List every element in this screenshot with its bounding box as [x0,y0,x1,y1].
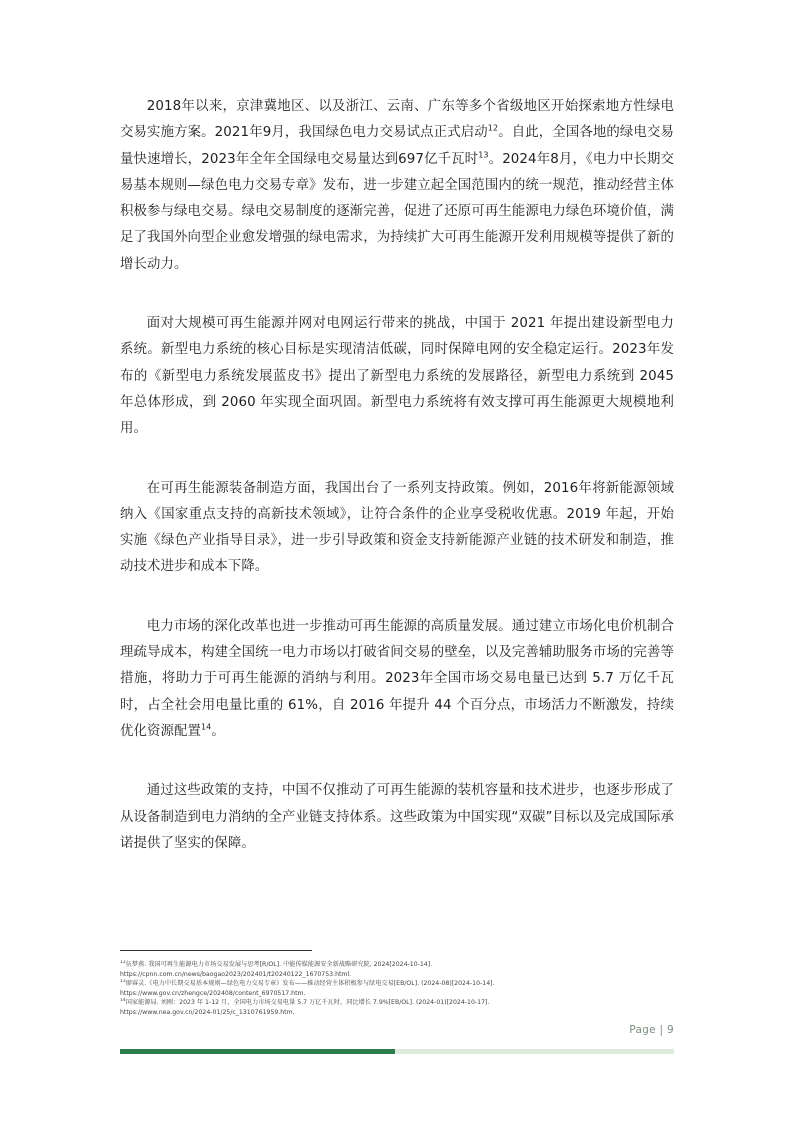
paragraph-text: 。 [211,723,225,739]
footnote-link[interactable]: https://www.gov.cn/zhengce/202408/content_6970517.htm. [120,989,306,997]
footnote-line: $^{12}$伍梦燕. 我国可再生能源电力市场交易发展与思考[R/OL]. 中能传媒能源安全新战略研究院, 2024[2024-10-14]. [120,960,433,968]
page-progress-fill [120,1049,395,1054]
paragraph-text: 电力市场的深化改革也进一步推动可再生能源的高质量发展。通过建立市场化电价机制合理疏导成本，构建全国统一电力市场以打破省间交易的壁垒，以及完善辅助服务市场的完善等措施，将助力于可再生能源的消纳与利用。2023年全国市场交易电量已达到 5.7 万亿千瓦时，占全社会用电量比重的 61%，自 2016 年提升 44 个百分点，市场活力不断激发，持续优化资源配置 [120,618,674,739]
paragraph-text: 通过这些政策的支持，中国不仅推动了可再生能源的装机容量和技术进步，也逐步形成了从设备制造到电力消纳的全产业链支持体系。这些政策为中国实现“双碳”目标以及完成国际承诺提供了坚实的保障。 [120,783,674,851]
paragraph-new-power-system [120,311,674,442]
footnote-line [120,970,674,980]
paragraph-text: 。2024年8月，《电力中长期交易基本规则—绿色电力交易专章》发布，进一步建立起全国范围内的统一规范，推动经营主体积极参与绿电交易。绿电交易制度的逐渐完善，促进了还原可再生能源电力绿色环境价值，满足了我国外向型企业愈发增强的绿电需求，为持续扩大可再生能源开发利用规模等提供了新的增长动力。 [120,151,674,272]
footnote-ref[interactable]: 12 [487,123,499,133]
paragraph-equipment-manufacturing [120,476,674,581]
paragraph-text: 2018年以来，京津冀地区、以及浙江、云南、广东等多个省级地区开始探索地方性绿电交易实施方案。2021年9月，我国绿色电力交易试点正式启动 [120,99,674,141]
paragraph-text: 在可再生能源装备制造方面，我国出台了一系列支持政策。例如，2016年将新能源领域纳入《国家重点支持的高新技术领域》，让符合条件的企业享受税收优惠。2019 年起，开始实施《绿色产业指导目录》，进一步引导政策和资金支持新能源产业链的技术研发和制造，推动技术进步和成本下降。 [120,480,674,575]
paragraph-green-power-trading [120,94,674,278]
footnote-line [120,989,674,999]
footnote-link[interactable]: https://www.nea.gov.cn/2024-01/25/c_1310761959.htm. [120,1008,295,1016]
footnote-ref[interactable]: 14 [200,722,212,732]
page-number: Page | 9 [629,1024,674,1036]
paragraph-power-market-reform [120,614,674,745]
body-text [120,94,674,890]
paragraph-text: 面对大规模可再生能源并网对电网运行带来的挑战，中国于 2021 年提出建设新型电力系统。新型电力系统的核心目标是实现清洁低碳，同时保障电网的安全稳定运行。2023年发布的《新型电力系统发展蓝皮书》提出了新型电力系统的发展路径，新型电力系统到 2045 年总体形成，到 2060 年实现全面巩固。新型电力系统将有效支撑可再生能源更大规模地利用。 [120,316,674,437]
footnote-line: $^{13}$廖睿灵.《电力中长期交易基本规则—绿色电力交易专章》发布——推动经营主体积极参与绿电交易[EB/OL]. (2024-08)[2024-10-14]. [120,979,495,988]
paragraph-text: 。自此，全国各地的绿电交易量快速增长，2023年全年全国绿电交易量达到697亿千瓦时 [120,125,674,167]
page-progress-bar [120,1049,674,1054]
footnote-divider [120,950,312,951]
footnotes [120,960,674,1018]
paragraph-policy-summary [120,778,674,857]
footnote-line [120,1008,674,1018]
footnote-line: $^{14}$国家能源局. 刘刚：2023 年 1-12 月，全国电力市场交易电量 5.7 万亿千瓦时，同比增长 7.9%[EB/OL]. (2024-01)[2024-10-17]. [120,998,490,1007]
footnote-link[interactable]: https://cpnn.com.cn/news/baogao2023/202401/t20240122_1670753.html. [120,970,352,978]
footnote-ref[interactable]: 13 [478,150,489,160]
